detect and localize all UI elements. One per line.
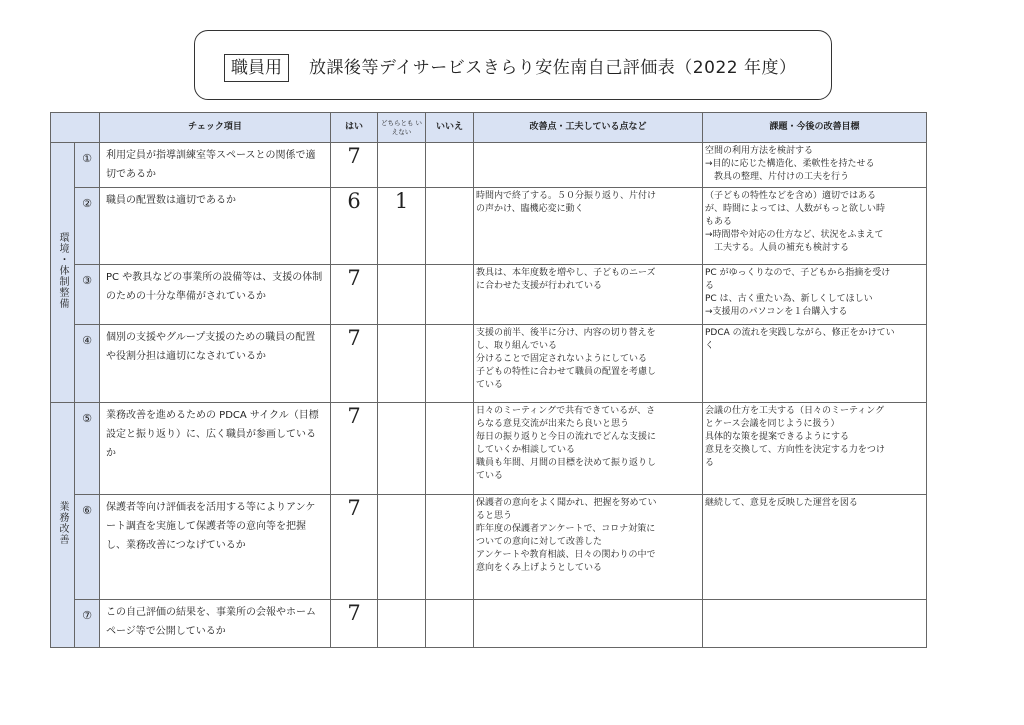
yes-count: 7 [331, 265, 378, 325]
issues-cell [703, 325, 927, 403]
issues-cell [703, 403, 927, 495]
issues-cell [703, 495, 927, 600]
note-line: 具体的な策を提案できるようにする [705, 432, 850, 442]
neither-count: 1 [378, 188, 426, 265]
note-line: 工夫する。人員の補充も検討する [705, 243, 850, 253]
note-line: 教具は、本年度数を増やし、子どものニーズ [476, 268, 656, 278]
note-line: 意向をくみ上げようとしている [476, 563, 603, 573]
improvements-cell [474, 143, 703, 188]
note-line: アンケートや教育相談、日々の関わりの中で [476, 550, 656, 560]
note-line: （子どもの特性などを含め）適切ではある [705, 191, 877, 201]
note-line: 昨年度の保護者アンケートで、コロナ対策に [476, 524, 656, 534]
issues-cell [703, 188, 927, 265]
neither-count [378, 403, 426, 495]
neither-count [378, 495, 426, 600]
note-line: る [705, 458, 715, 468]
improvements-cell [474, 495, 703, 600]
neither-count [378, 265, 426, 325]
note-line: 教具の整理、片付けの工夫を行う [705, 172, 850, 182]
header-check-item: チェック項目 [100, 113, 331, 143]
category-label: 環境・体制整備 [57, 232, 68, 309]
note-line: もある [705, 217, 733, 227]
row-number: ① [75, 143, 100, 188]
table-row [51, 600, 927, 648]
no-count [426, 325, 474, 403]
note-line: に合わせた支援が行われている [476, 281, 603, 291]
row-number: ④ [75, 325, 100, 403]
note-line: ると思う [476, 511, 513, 521]
note-line: ている [476, 471, 504, 481]
issues-cell [703, 600, 927, 648]
note-line: 会議の仕方を工夫する（日々のミーティング [705, 406, 885, 416]
note-line: 日々のミーティングで共有できているが、さ [476, 406, 656, 416]
table-row [51, 265, 927, 325]
issues-cell [703, 143, 927, 188]
note-line: し、取り組んでいる [476, 341, 558, 351]
row-number: ⑦ [75, 600, 100, 648]
note-line: ている [476, 380, 504, 390]
note-line: く [705, 341, 715, 351]
note-line: が、時間によっては、人数がもっと欲しい時 [705, 204, 886, 214]
note-line: 毎日の振り返りと今日の流れでどんな支援に [476, 432, 657, 442]
note-line: PC がゆっくりなので、子どもから指摘を受け [705, 268, 891, 278]
note-line: とケース会議を同じように扱う） [705, 419, 840, 429]
yes-count: 7 [331, 600, 378, 648]
note-line: していくか相談している [476, 445, 576, 455]
row-number: ② [75, 188, 100, 265]
yes-count: 7 [331, 403, 378, 495]
no-count [426, 265, 474, 325]
note-line: 時間内で終了する。５０分振り返り、片付け [476, 191, 657, 201]
row-number: ⑤ [75, 403, 100, 495]
neither-count [378, 325, 426, 403]
check-item: 保護者等向け評価表を活用する等によりアンケート調査を実施して保護者等の意向等を把握し、業務改善につなげているか [100, 495, 331, 600]
note-line: の声かけ、臨機応変に動く [476, 204, 584, 214]
note-line: 保護者の意向をよく聞かれ、把握を努めてい [476, 498, 657, 508]
improvements-cell [474, 600, 703, 648]
no-count [426, 600, 474, 648]
check-item: 職員の配置数は適切であるか [100, 188, 331, 265]
note-line: 分けることで固定されないようにしている [476, 354, 648, 364]
note-line: 意見を交換して、方向性を決定する力をつけ [705, 445, 885, 455]
improvements-cell [474, 325, 703, 403]
improvements-cell [474, 403, 703, 495]
check-item: この自己評価の結果を、事業所の会報やホームページ等で公開しているか [100, 600, 331, 648]
neither-count [378, 143, 426, 188]
table-row [51, 495, 927, 600]
row-number: ③ [75, 265, 100, 325]
table-row [51, 403, 927, 495]
table-row [51, 325, 927, 403]
no-count [426, 495, 474, 600]
note-line: →目的に応じた構造化、柔軟性を持たせる [705, 159, 875, 169]
page-title: 放課後等デイサービスきらり安佐南自己評価表（2022 年度） [309, 58, 797, 78]
no-count [426, 188, 474, 265]
issues-cell [703, 265, 927, 325]
note-line: ついての意向に対して改善した [476, 537, 603, 547]
self-evaluation-table [50, 112, 927, 648]
note-line: PC は、古く重たい為、新しくしてほしい [705, 294, 873, 304]
note-line: る [705, 281, 715, 291]
yes-count: 7 [331, 325, 378, 403]
check-item: 利用定員が指導訓練室等スペースとの関係で適切であるか [100, 143, 331, 188]
note-line: 継続して、意見を反映した運営を図る [705, 498, 858, 508]
category-label: 業務改善 [57, 501, 68, 545]
table-row [51, 143, 927, 188]
note-line: 子どもの特性に合わせて職員の配置を考慮し [476, 367, 657, 377]
note-line: 支援の前半、後半に分け、内容の切り替えを [476, 328, 656, 338]
header-no: いいえ [426, 113, 474, 143]
note-line: らなる意見交流が出来たら良いと思う [476, 419, 630, 429]
header-row [51, 113, 927, 143]
check-item: 業務改善を進めるための PDCA サイクル（目標設定と振り返り）に、広く職員が参画しているか [100, 403, 331, 495]
neither-count [378, 600, 426, 648]
yes-count: 6 [331, 188, 378, 265]
no-count [426, 143, 474, 188]
yes-count: 7 [331, 495, 378, 600]
check-item: PC や教具などの事業所の設備等は、支援の体制のための十分な準備がされているか [100, 265, 331, 325]
note-line: →時間帯や対応の仕方など、状況をふまえて [705, 230, 884, 240]
table-row [51, 188, 927, 265]
improvements-cell [474, 265, 703, 325]
category-environment [51, 143, 75, 403]
no-count [426, 403, 474, 495]
yes-count: 7 [331, 143, 378, 188]
row-number: ⑥ [75, 495, 100, 600]
note-line: 空間の利用方法を検討する [705, 146, 814, 156]
improvements-cell [474, 188, 703, 265]
header-neither: どちらとも いえない [378, 113, 426, 143]
note-line: 職員も年間、月間の目標を決めて振り返りし [476, 458, 657, 468]
category-operations [51, 403, 75, 648]
header-improvements: 改善点・工夫している点など [474, 113, 703, 143]
staff-tag: 職員用 [224, 54, 289, 82]
note-line: →支援用のパソコンを１台購入する [705, 307, 848, 317]
header-issues: 課題・今後の改善目標 [703, 113, 927, 143]
note-line: PDCA の流れを実践しながら、修正をかけてい [705, 328, 895, 338]
header-yes: はい [331, 113, 378, 143]
header-blank [51, 113, 100, 143]
check-item: 個別の支援やグループ支援のための職員の配置や役割分担は適切になされているか [100, 325, 331, 403]
